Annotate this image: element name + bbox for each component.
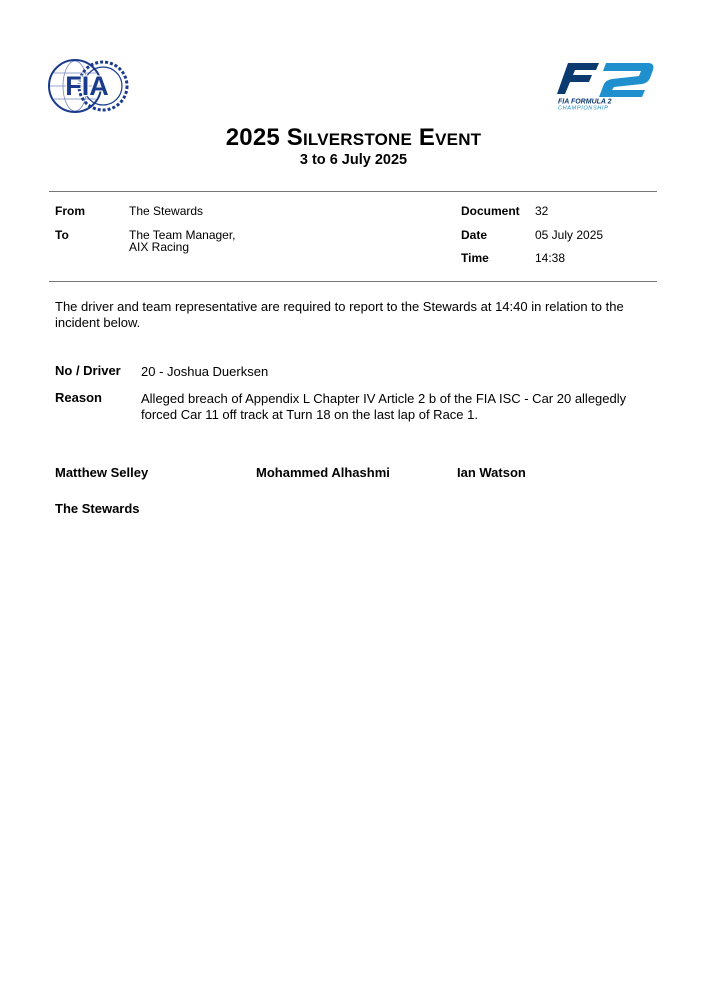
from-label: From [55,204,85,218]
header-divider-top [49,191,657,192]
date-value: 05 July 2025 [535,228,604,242]
document-label: Document [461,204,520,218]
to-label: To [55,228,69,242]
f2-logo [556,60,656,110]
event-dates: 3 to 6 July 2025 [299,152,408,168]
summons-text: The driver and team representative are required to report to the Stewards at 14:40 in relation to the incident below. [55,299,624,330]
fia-logo-text: FIA [65,71,109,101]
steward-name: Mohammed Alhashmi [256,465,390,480]
time-value: 14:38 [535,251,566,265]
event-title: 2025 Silverstone Event [225,124,482,151]
time-label: Time [461,251,489,265]
header-divider-bottom [49,281,657,282]
from-value: The Stewards [129,204,204,218]
fia-logo [46,57,132,115]
steward-name: Ian Watson [457,465,526,480]
f2-logo-line1: FIA FORMULA 2 [558,98,612,106]
driver-value: 20 - Joshua Duerksen [141,364,269,379]
steward-name: Matthew Selley [55,465,149,480]
document-value: 32 [535,204,549,218]
to-value-line2: AIX Racing [129,240,190,254]
date-label: Date [461,228,488,242]
stewards-signoff: The Stewards [55,501,140,516]
reason-label: Reason [55,390,102,405]
to-value-line1: The Team Manager, [129,228,236,242]
f2-logo-line2: CHAMPIONSHIP [558,105,609,110]
reason-value: Alleged breach of Appendix L Chapter IV Article 2 b of the FIA ISC - Car 20 allegedly forced Car 11 off track at Turn 18 on the last lap of Race 1. [141,391,627,422]
driver-label: No / Driver [55,363,121,378]
